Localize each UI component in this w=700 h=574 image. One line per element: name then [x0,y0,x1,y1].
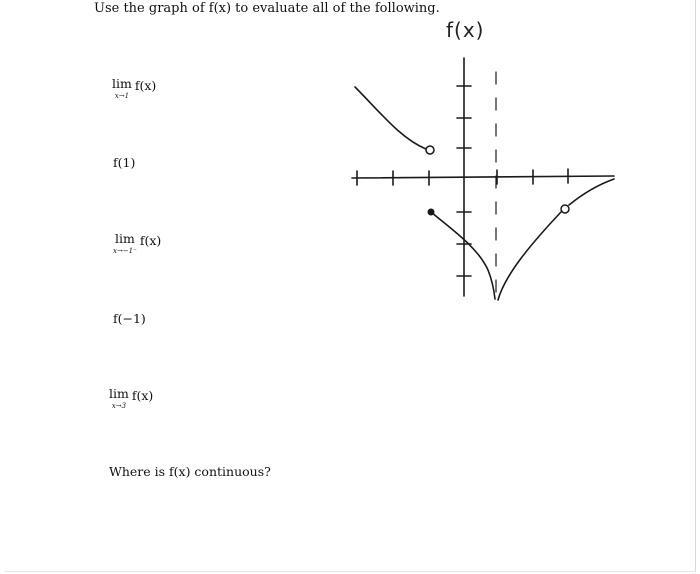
limit-expression: f(x) [139,233,162,248]
limit-operator: lim x→3 [109,386,129,410]
limit-expression: f(x) [131,388,154,403]
open-point [561,205,569,213]
limit-operator: lim x→1 [112,76,132,100]
limit-expression: f(x) [134,78,157,93]
question-continuity: Where is f(x) continuous? [109,464,271,479]
curve-right-lower [498,212,561,300]
curve-middle [431,212,495,299]
curve-left-upper [355,87,426,149]
closed-point [428,209,435,216]
graph-title: f(x) [446,18,485,42]
question-f-of-neg1: f(−1) [113,311,146,326]
open-point [426,146,434,154]
instructions: Use the graph of f(x) to evaluate all of the following. [94,1,440,16]
x-axis [352,176,614,178]
limit-operator: lim x→−1⁻ [113,231,137,255]
question-f-of-1: f(1) [113,155,136,170]
curve-right-upper [569,179,614,205]
